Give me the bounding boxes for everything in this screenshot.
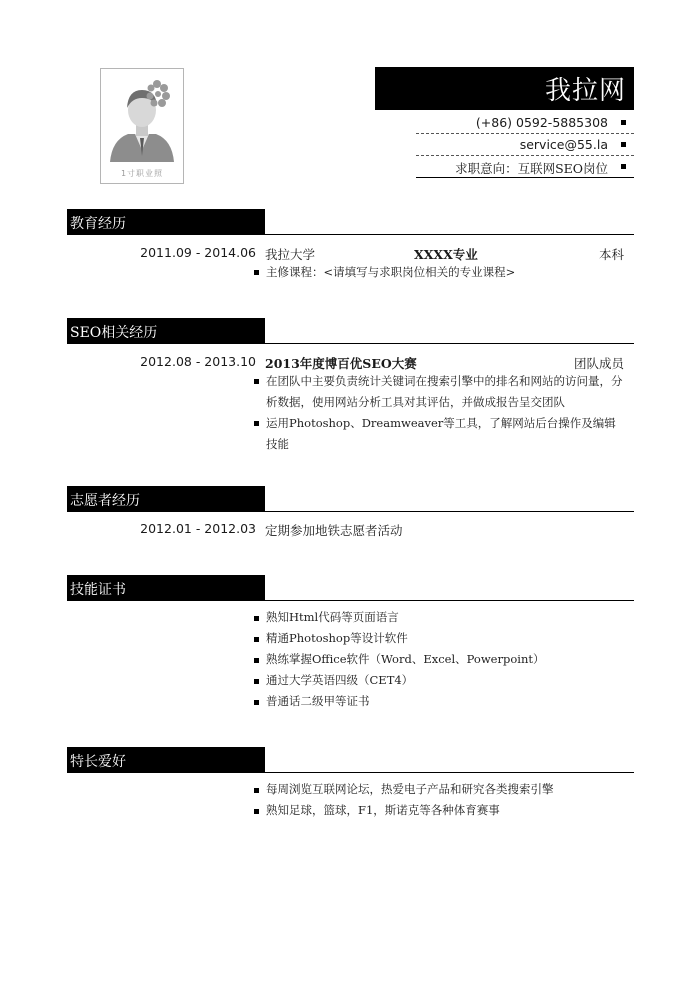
contact-email bbox=[416, 133, 634, 156]
bullet-square-icon bbox=[254, 616, 259, 621]
bullet-square-icon bbox=[254, 700, 259, 705]
seo-bullet: 运用Photoshop、Dreamweaver等工具，了解网站后台操作及编辑技能 bbox=[266, 416, 616, 451]
bullet-square-icon bbox=[254, 379, 259, 384]
skill-item: 通过大学英语四级（CET4） bbox=[266, 673, 414, 687]
contact-phone bbox=[416, 111, 634, 134]
section-divider bbox=[265, 511, 634, 512]
hobby-item: 熟知足球，篮球，F1，斯诺克等各种体育赛事 bbox=[266, 803, 500, 817]
section-header-volunteer bbox=[67, 486, 265, 512]
skill-item: 普通话二级甲等证书 bbox=[266, 694, 370, 708]
section-header-education bbox=[67, 209, 265, 235]
seo-event: 2013年度博百优SEO大赛 bbox=[265, 356, 417, 371]
education-date: 2011.09 - 2014.06 bbox=[140, 245, 256, 260]
bullet-square-icon bbox=[254, 788, 259, 793]
candidate-name: 我拉网 bbox=[544, 76, 626, 106]
skill-item: 熟知Html代码等页面语言 bbox=[266, 610, 399, 624]
section-divider bbox=[265, 234, 634, 235]
hobby-item: 每周浏览互联网论坛，热爱电子产品和研究各类搜索引擎 bbox=[266, 782, 554, 796]
email-text: service@55.la bbox=[519, 137, 608, 152]
bullet-square-icon bbox=[621, 120, 626, 125]
photo-caption: 1寸职业照 bbox=[120, 169, 164, 178]
section-divider bbox=[265, 772, 634, 773]
bullet-square-icon bbox=[254, 679, 259, 684]
section-title: 特长爱好 bbox=[70, 754, 126, 770]
volunteer-activity: 定期参加地铁志愿者活动 bbox=[265, 523, 403, 538]
section-header-skills bbox=[67, 575, 265, 601]
bullet-square-icon bbox=[254, 658, 259, 663]
section-divider bbox=[265, 343, 634, 344]
skill-item: 精通Photoshop等设计软件 bbox=[266, 631, 408, 645]
bullet-square-icon bbox=[254, 637, 259, 642]
section-title: 教育经历 bbox=[70, 216, 126, 232]
seo-role: 团队成员 bbox=[573, 356, 624, 371]
name-banner bbox=[375, 67, 634, 110]
education-bullet: 主修课程：<请填写与求职岗位相关的专业课程> bbox=[266, 265, 516, 279]
education-school: 我拉大学 bbox=[265, 247, 316, 262]
skill-item: 熟练掌握Office软件（Word、Excel、Powerpoint） bbox=[266, 652, 545, 666]
bullet-square-icon bbox=[254, 421, 259, 426]
seo-bullet: 在团队中主要负责统计关键词在搜索引擎中的排名和网站的访问量，分析数据，使用网站分析工具对其评估，并做成报告呈交团队 bbox=[266, 374, 623, 409]
section-header-seo bbox=[67, 318, 265, 344]
bullet-square-icon bbox=[254, 809, 259, 814]
education-major: XXXX专业 bbox=[414, 247, 478, 262]
profile-photo bbox=[100, 68, 184, 184]
section-title: 志愿者经历 bbox=[70, 493, 140, 509]
objective-text: 求职意向：互联网SEO岗位 bbox=[455, 161, 608, 176]
bullet-square-icon bbox=[621, 164, 626, 169]
section-title: 技能证书 bbox=[70, 582, 126, 598]
section-header-hobbies bbox=[67, 747, 265, 773]
volunteer-date: 2012.01 - 2012.03 bbox=[140, 521, 256, 536]
person-placeholder-icon bbox=[102, 70, 182, 182]
phone-text: (+86) 0592-5885308 bbox=[475, 115, 608, 130]
education-degree: 本科 bbox=[598, 247, 624, 262]
section-divider bbox=[265, 600, 634, 601]
bullet-square-icon bbox=[621, 142, 626, 147]
section-title: SEO相关经历 bbox=[70, 325, 158, 341]
bullet-square-icon bbox=[254, 270, 259, 275]
seo-date: 2012.08 - 2013.10 bbox=[140, 354, 256, 369]
contact-objective bbox=[416, 155, 634, 178]
